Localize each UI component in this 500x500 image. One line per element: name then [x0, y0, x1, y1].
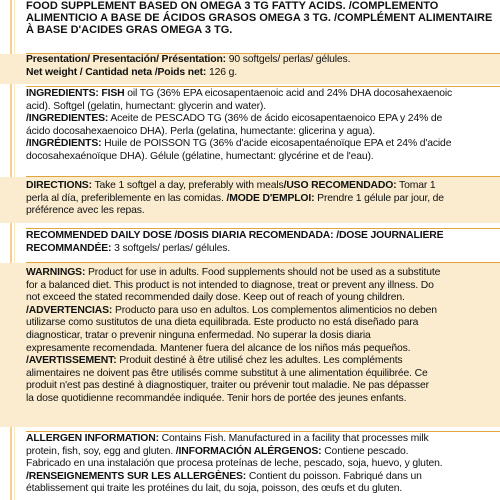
daily-dose-text: 3 softgels/ perlas/ gélules. — [111, 242, 231, 254]
directions-label: /USO RECOMENDADO: — [283, 180, 397, 191]
allergen-text: établissement qui traite les protéines du lait, du soja, poisson, des œufs et du gluten. — [26, 483, 403, 495]
presentation-value: 90 softgels/ perlas/ gélules. — [226, 54, 351, 65]
separator — [26, 431, 500, 432]
allergen-section — [0, 433, 500, 496]
net-weight-label: Net weight / Cantidad neta /Poids net: — [26, 66, 207, 78]
allergen-text: protein, fish, soy, egg and gluten. — [26, 445, 176, 457]
allergen-text: Contains Fish. Manufactured in a facility that processes milk — [158, 433, 429, 444]
ingredients-text: acid). Softgel (gelatin, humectant: glycerin and water). — [26, 100, 266, 112]
warnings-text: diagnosticar, tratar o prevenir ninguna enfermedad. No superar la dosis diaria — [26, 329, 371, 341]
ingredients-label: /INGREDIENTES: — [26, 113, 109, 125]
ingredients-text: Aceite de PESCADO TG (36% de ácido eicosapentaenoico EPA y 24% de — [108, 113, 443, 125]
allergen-line — [26, 471, 494, 484]
allergen-label: /INFORMACIÓN ALÉRGENOS: — [175, 445, 322, 457]
title-line: À BASE D'ACIDES GRAS OMEGA 3 TG. — [26, 24, 233, 37]
presentation-label: Presentation/ Presentación/ Présentation: — [26, 54, 226, 65]
ingredients-section — [0, 88, 500, 164]
warnings-line — [26, 305, 494, 318]
warnings-section — [0, 263, 500, 427]
warnings-line — [26, 393, 494, 406]
allergen-line — [26, 483, 494, 496]
directions-section — [0, 177, 500, 223]
directions-text: Tomar 1 — [396, 180, 436, 191]
warnings-line — [26, 267, 494, 280]
ingredients-line — [26, 88, 494, 101]
ingredients-label: /INGRÉDIENTS: — [26, 138, 102, 150]
warnings-line — [26, 280, 494, 293]
directions-text: Take 1 softgel a day, preferably with meals — [91, 180, 284, 191]
allergen-label: ALLERGEN INFORMATION: — [26, 433, 159, 444]
product-title — [0, 0, 500, 37]
directions-text: perla al día, preferiblemente en las comidas. — [26, 192, 227, 204]
allergen-text: Contiene pescado. — [321, 445, 409, 457]
daily-dose-line — [26, 243, 494, 256]
daily-dose-section — [0, 230, 500, 255]
warnings-line — [26, 355, 494, 368]
ingredients-line — [26, 113, 494, 126]
directions-label: DIRECTIONS: — [26, 180, 92, 191]
warnings-line — [26, 368, 494, 381]
allergen-line — [26, 446, 494, 459]
warnings-text: produit n'est pas destiné à diagnostiquer, traiter ou prévenir tout maladie. Ne pas dépasser — [26, 380, 429, 392]
ingredients-label: INGREDIENTS: FISH — [26, 88, 125, 99]
allergen-line — [26, 433, 494, 446]
directions-text: préférence avec les repas. — [26, 205, 145, 217]
warnings-text: utilizarse como sustitutos de una dieta equilibrada. Este producto no está diseñado para — [26, 317, 419, 329]
warnings-line — [26, 317, 494, 330]
warnings-label: WARNINGS: — [26, 267, 86, 278]
allergen-label: /RENSEIGNEMENTS SUR LES ALLERGÈNES: — [26, 470, 247, 482]
allergen-text: Contient du poisson. Fabriqué dans un — [246, 470, 422, 482]
daily-dose-line — [26, 230, 494, 243]
title-line: FOOD SUPPLEMENT BASED ON OMEGA 3 TG FATTY ACIDS. /COMPLEMENTO — [26, 0, 439, 12]
warnings-text: expresamente recomendada. Mantener fuera del alcance de los niños más pequeños. — [26, 342, 411, 354]
warnings-line — [26, 330, 494, 343]
ingredients-line — [26, 138, 494, 151]
warnings-text: for a balanced diet. This product is not intended to diagnose, treat or prevent any illness. Do — [26, 279, 434, 291]
directions-line — [26, 205, 494, 218]
ingredients-text: docosahexaénoïque DHA). Gélule (gélatine, humectant: glycérine et de l'eau). — [26, 150, 374, 162]
warnings-text: Produit destiné à être utilisé chez les adultes. Les compléments — [116, 355, 403, 367]
daily-dose-label: RECOMMENDED DAILY DOSE /DOSIS DIARIA RECOMENDADA: /DOSE JOURNALIÈRE — [26, 230, 444, 241]
directions-line — [26, 193, 494, 206]
warnings-text: not exceed the stated recommended daily dose. Keep out of reach of young children. — [26, 292, 405, 304]
warnings-text: Producto para uso en adultos. Los complementos alimenticios no deben — [112, 304, 437, 316]
ingredients-text: Huile de POISSON TG (36% d'acide eicosapentaénoïque EPA et 24% d'acide — [101, 138, 452, 150]
ingredients-line — [26, 151, 494, 164]
presentation-line — [26, 54, 494, 67]
warnings-line — [26, 343, 494, 356]
warnings-label: /ADVERTENCIAS: — [26, 304, 113, 316]
net-weight-value: 126 g. — [206, 66, 237, 78]
presentation-section — [0, 54, 500, 84]
title-line: ALIMENTICIO A BASE DE ÁCIDOS GRASOS OMEGA 3 TG. /COMPLÉMENT ALIMENTAIRE — [26, 12, 493, 25]
directions-label: /MODE D'EMPLOI: — [226, 192, 315, 204]
daily-dose-label: RECOMMANDÉE: — [26, 242, 112, 254]
ingredients-line — [26, 126, 494, 139]
warnings-line — [26, 380, 494, 393]
warnings-label: /AVERTISSEMENT: — [26, 355, 117, 367]
ingredients-text: oil TG (36% EPA eicosapentaenoic acid and 24% DHA docosahexaenoic — [124, 88, 453, 99]
net-weight-line — [26, 67, 494, 80]
separator — [26, 86, 500, 87]
ingredients-text: ácido docosahexaenoico DHA). Perla (gelatina, humectante: glicerina y agua). — [26, 125, 376, 137]
ingredients-line — [26, 101, 494, 114]
warnings-line — [26, 292, 494, 305]
allergen-line — [26, 458, 494, 471]
directions-text: Prendre 1 gélule par jour, de — [314, 192, 444, 204]
separator — [26, 228, 500, 229]
directions-line — [26, 180, 494, 193]
warnings-text: alimentaires ne doivent pas être utilisés comme substitut à une alimentation équilibrée. Ce — [26, 367, 428, 379]
allergen-text: Fabricado en una instalación que procesa proteínas de leche, pescado, soja, huevo, y gluten. — [26, 458, 443, 470]
warnings-text: la dose quotidienne recommandée indiquée. Tenir hors de portée des jeunes enfants. — [26, 392, 407, 404]
warnings-text: Product for use in adults. Food supplements should not be used as a substitute — [85, 267, 441, 278]
